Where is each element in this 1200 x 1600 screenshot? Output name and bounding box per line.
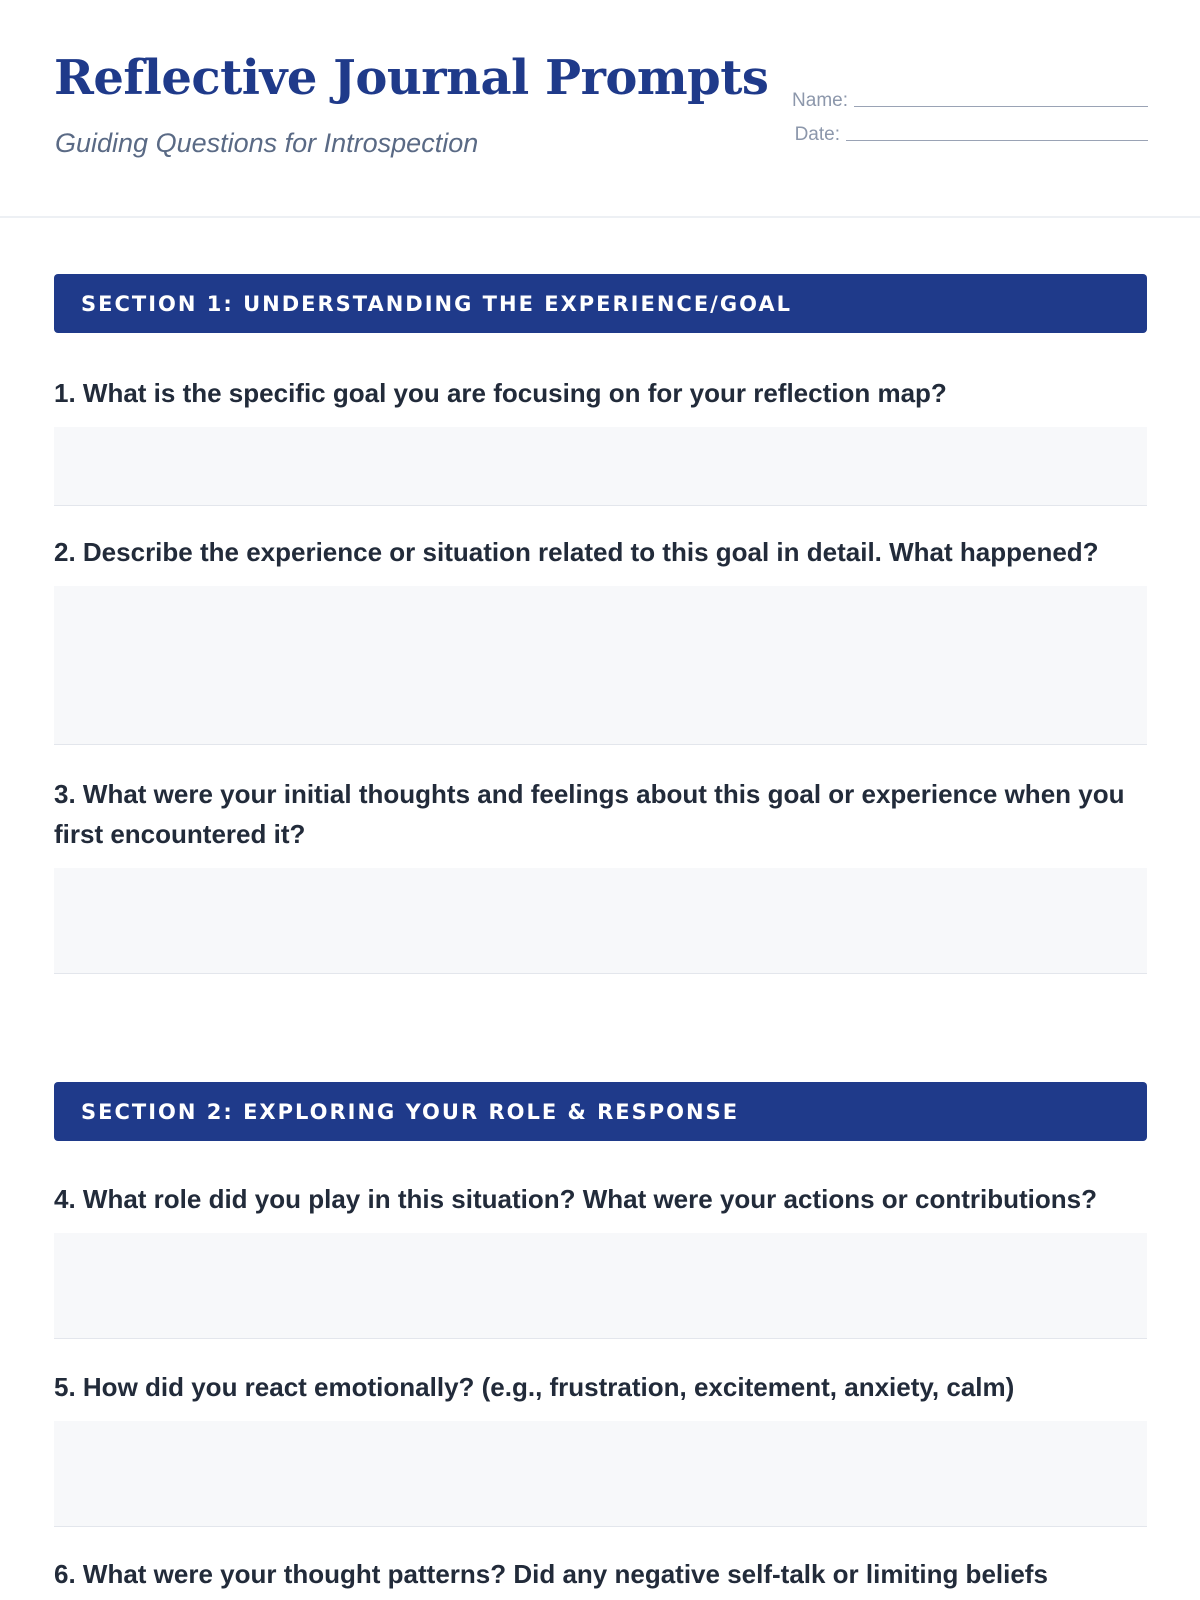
date-line[interactable] bbox=[846, 140, 1148, 141]
section-heading-1: SECTION 1: UNDERSTANDING THE EXPERIENCE/GOAL bbox=[54, 274, 1147, 333]
question-4: 4. What role did you play in this situation? What were your actions or contributions? bbox=[54, 1184, 1097, 1214]
page-header bbox=[0, 0, 1200, 218]
page-title: Reflective Journal Prompts bbox=[54, 50, 769, 106]
name-date-fields bbox=[784, 78, 1148, 146]
section-heading-2: SECTION 2: EXPLORING YOUR ROLE & RESPONSE bbox=[54, 1082, 1147, 1141]
question-6: 6. What were your thought patterns? Did any negative self-talk or limiting beliefs bbox=[54, 1559, 1048, 1589]
question-2: 2. Describe the experience or situation related to this goal in detail. What happened? bbox=[54, 537, 1099, 567]
answer-area-5[interactable] bbox=[54, 1421, 1147, 1527]
answer-area-1[interactable] bbox=[54, 427, 1147, 506]
question-1: 1. What is the specific goal you are focusing on for your reflection map? bbox=[54, 378, 947, 408]
question-5: 5. How did you react emotionally? (e.g., frustration, excitement, anxiety, calm) bbox=[54, 1372, 1015, 1402]
answer-area-3[interactable] bbox=[54, 868, 1147, 974]
page-subtitle: Guiding Questions for Introspection bbox=[55, 128, 479, 158]
name-line[interactable] bbox=[854, 106, 1148, 107]
question-3: 3. What were your initial thoughts and feelings about this goal or experience when you first encountered it? bbox=[54, 779, 1125, 849]
answer-area-2[interactable] bbox=[54, 586, 1147, 745]
name-field[interactable] bbox=[784, 78, 1148, 112]
prompts-content bbox=[54, 274, 1147, 1594]
name-label: Name: bbox=[792, 90, 848, 111]
date-field[interactable] bbox=[784, 112, 1148, 146]
answer-area-4[interactable] bbox=[54, 1233, 1147, 1339]
date-label: Date: bbox=[794, 124, 840, 145]
